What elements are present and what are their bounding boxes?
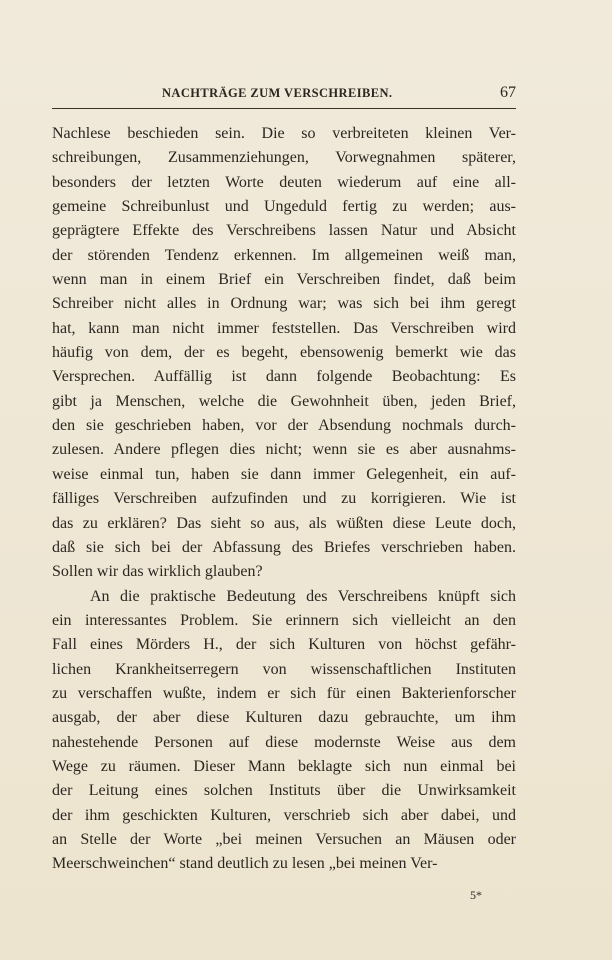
text-line: geprägtere Effekte des Verschreibens lassen Natur und Absicht — [52, 222, 516, 240]
text-line: wenn man in einem Brief ein Verschreiben findet, daß beim — [52, 271, 516, 289]
text-line: Sollen wir das wirklich glauben? — [52, 563, 263, 581]
text-line: Versprechen. Auffällig ist dann folgende Beobachtung: Es — [52, 368, 516, 386]
body-text — [52, 122, 516, 877]
text-line: das zu erklären? Das sieht so aus, als wüßten diese Leute doch, — [52, 514, 516, 532]
text-line: häufig von dem, der es begeht, ebensowenig bemerkt wie das — [52, 344, 516, 362]
text-line: der störenden Tendenz erkennen. Im allgemeinen weiß man, — [52, 246, 516, 264]
text-line: an Stelle der Worte „bei meinen Versuchen an Mäusen oder — [52, 830, 516, 848]
page-number: 67 — [500, 84, 516, 101]
text-line: besonders der letzten Worte deuten wiederum auf eine all- — [52, 173, 516, 191]
text-line: zulesen. Andere pflegen dies nicht; wenn sie es aber ausnahms- — [52, 441, 516, 459]
text-line: weise einmal tun, haben sie dann immer Gelegenheit, ein auf- — [52, 465, 516, 483]
text-line: Fall eines Mörders H., der sich Kulturen von höchst gefähr- — [52, 636, 516, 654]
text-line: schreibungen, Zusammenziehungen, Vorwegnahmen späterer, — [52, 149, 516, 167]
text-line: lichen Krankheitserregern von wissenschaftlichen Instituten — [52, 660, 516, 678]
page-header — [52, 84, 516, 109]
text-line: fälliges Verschreiben aufzufinden und zu korrigieren. Wie ist — [52, 490, 516, 508]
text-line: der ihm geschickten Kulturen, verschrieb sich aber dabei, und — [52, 806, 516, 824]
text-line: hat, kann man nicht immer feststellen. Das Verschreiben wird — [52, 319, 516, 337]
text-line: gibt ja Menschen, welche die Gewohnheit üben, jeden Brief, — [52, 392, 516, 410]
text-line: gemeine Schreibunlust und Ungeduld fertig zu werden; aus- — [52, 198, 516, 216]
text-line: ein interessantes Problem. Sie erinnern sich vielleicht an den — [52, 611, 516, 629]
text-line: zu verschaffen wußte, indem er sich für einen Bakterienforscher — [52, 684, 516, 702]
text-line: An die praktische Bedeutung des Verschreibens knüpft sich — [90, 587, 516, 605]
text-line: Wege zu räumen. Dieser Mann beklagte sich nun einmal bei — [52, 757, 516, 775]
text-line: der Leitung eines solchen Instituts über die Unwirksamkeit — [52, 782, 516, 800]
signature-mark: 5* — [470, 888, 482, 902]
text-line: ausgab, der aber diese Kulturen dazu gebrauchte, um ihm — [52, 709, 516, 727]
text-line: nahestehende Personen auf diese modernste Weise aus dem — [52, 733, 516, 751]
running-head: NACHTRÄGE ZUM VERSCHREIBEN. — [162, 86, 393, 100]
text-line: daß sie sich bei der Abfassung des Briefes verschrieben haben. — [52, 538, 516, 556]
text-line: Nachlese beschieden sein. Die so verbreiteten kleinen Ver- — [52, 125, 516, 142]
text-line: Meerschweinchen“ stand deutlich zu lesen „bei meinen Ver- — [52, 855, 438, 873]
text-line: den sie geschrieben haben, vor der Absendung nochmals durch- — [52, 417, 516, 435]
text-line: Schreiber nicht alles in Ordnung war; was sich bei ihm geregt — [52, 295, 516, 313]
